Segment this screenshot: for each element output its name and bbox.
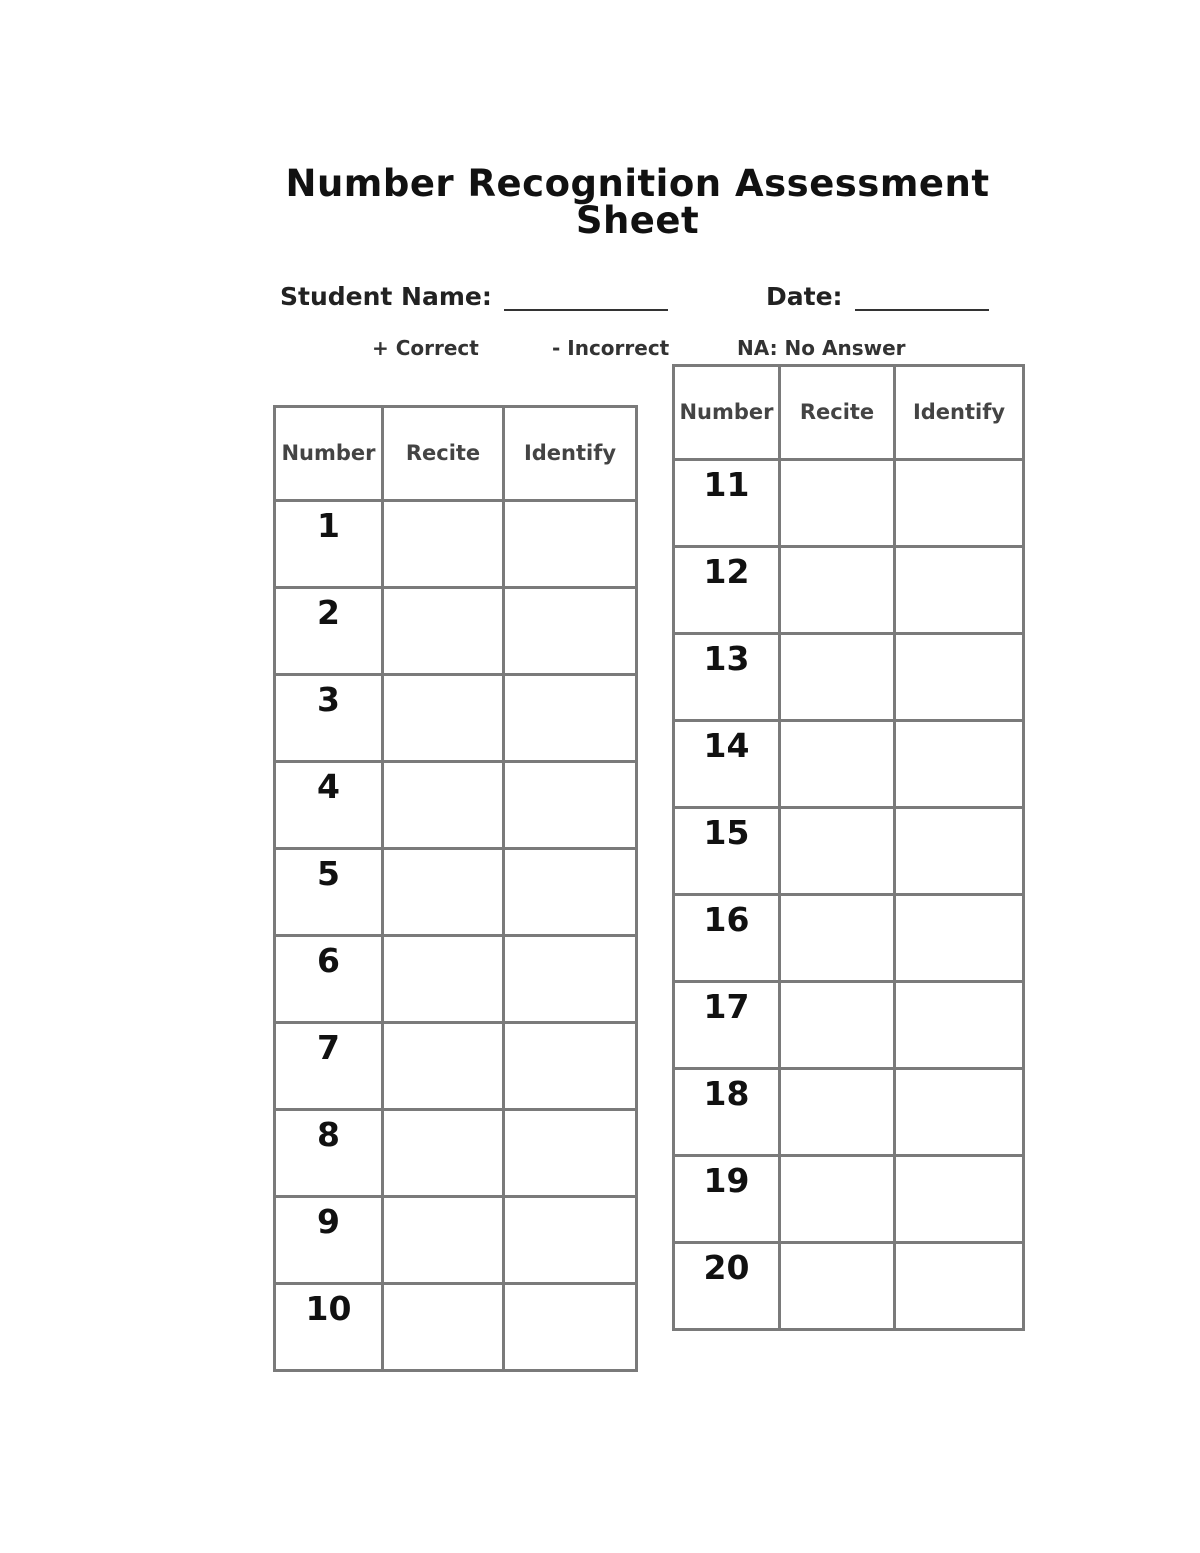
recite-cell[interactable] [383, 1197, 504, 1284]
legend-correct: + Correct [372, 336, 479, 360]
recite-cell[interactable] [780, 808, 895, 895]
recite-cell[interactable] [780, 460, 895, 547]
table-row [275, 936, 637, 1023]
recite-cell[interactable] [383, 1110, 504, 1197]
recite-cell[interactable] [780, 547, 895, 634]
identify-cell[interactable] [895, 1156, 1024, 1243]
table-row [674, 721, 1024, 808]
table-row [275, 1110, 637, 1197]
recite-cell[interactable] [383, 675, 504, 762]
table-row [674, 808, 1024, 895]
number-cell: 9 [275, 1197, 383, 1284]
header-recite: Recite [383, 407, 504, 501]
legend-no-answer: NA: No Answer [737, 336, 906, 360]
identify-cell[interactable] [504, 1284, 637, 1371]
table-header-row [674, 366, 1024, 460]
recite-cell[interactable] [780, 982, 895, 1069]
number-cell: 1 [275, 501, 383, 588]
recite-cell[interactable] [780, 1156, 895, 1243]
table-row [275, 849, 637, 936]
recite-cell[interactable] [383, 1284, 504, 1371]
number-cell: 3 [275, 675, 383, 762]
date-field [766, 282, 989, 311]
number-cell: 18 [674, 1069, 780, 1156]
number-cell: 10 [275, 1284, 383, 1371]
student-name-blank[interactable] [504, 283, 668, 311]
identify-cell[interactable] [895, 1069, 1024, 1156]
date-blank[interactable] [855, 283, 989, 311]
identify-cell[interactable] [504, 936, 637, 1023]
identify-cell[interactable] [504, 1110, 637, 1197]
number-cell: 19 [674, 1156, 780, 1243]
identify-cell[interactable] [895, 895, 1024, 982]
identify-cell[interactable] [895, 982, 1024, 1069]
number-cell: 8 [275, 1110, 383, 1197]
number-cell: 2 [275, 588, 383, 675]
legend-incorrect: - Incorrect [552, 336, 670, 360]
identify-cell[interactable] [504, 588, 637, 675]
recite-cell[interactable] [383, 849, 504, 936]
recite-cell[interactable] [383, 1023, 504, 1110]
identify-cell[interactable] [504, 762, 637, 849]
number-cell: 14 [674, 721, 780, 808]
identify-cell[interactable] [895, 547, 1024, 634]
page-title: Number Recognition Assessment Sheet [285, 162, 990, 242]
identify-cell[interactable] [895, 721, 1024, 808]
identify-cell[interactable] [504, 1023, 637, 1110]
table-row [674, 460, 1024, 547]
recite-cell[interactable] [780, 895, 895, 982]
number-cell: 6 [275, 936, 383, 1023]
number-cell: 16 [674, 895, 780, 982]
number-cell: 13 [674, 634, 780, 721]
recite-cell[interactable] [383, 936, 504, 1023]
identify-cell[interactable] [504, 675, 637, 762]
recite-cell[interactable] [383, 588, 504, 675]
student-name-label: Student Name: [280, 282, 492, 311]
table-row [674, 1069, 1024, 1156]
table-row [674, 634, 1024, 721]
number-cell: 17 [674, 982, 780, 1069]
number-cell: 20 [674, 1243, 780, 1330]
identify-cell[interactable] [504, 849, 637, 936]
identify-cell[interactable] [895, 1243, 1024, 1330]
table-row [275, 501, 637, 588]
table-row [275, 675, 637, 762]
number-cell: 15 [674, 808, 780, 895]
student-name-field [280, 282, 668, 311]
number-cell: 4 [275, 762, 383, 849]
table-row [674, 547, 1024, 634]
header-identify: Identify [895, 366, 1024, 460]
header-recite: Recite [780, 366, 895, 460]
number-cell: 5 [275, 849, 383, 936]
date-label: Date: [766, 282, 843, 311]
number-cell: 11 [674, 460, 780, 547]
identify-cell[interactable] [504, 501, 637, 588]
recite-cell[interactable] [780, 1243, 895, 1330]
recite-cell[interactable] [780, 634, 895, 721]
identify-cell[interactable] [895, 808, 1024, 895]
header-number: Number [674, 366, 780, 460]
number-cell: 7 [275, 1023, 383, 1110]
table-header-row [275, 407, 637, 501]
table-row [275, 762, 637, 849]
recite-cell[interactable] [383, 762, 504, 849]
identify-cell[interactable] [895, 460, 1024, 547]
identify-cell[interactable] [895, 634, 1024, 721]
assessment-table-11-20 [672, 364, 1025, 1331]
table-row [275, 588, 637, 675]
table-row [674, 1243, 1024, 1330]
identify-cell[interactable] [504, 1197, 637, 1284]
table-row [275, 1284, 637, 1371]
table-row [275, 1197, 637, 1284]
recite-cell[interactable] [780, 1069, 895, 1156]
table-row [674, 1156, 1024, 1243]
table-row [674, 982, 1024, 1069]
assessment-table-1-10 [273, 405, 638, 1372]
recite-cell[interactable] [780, 721, 895, 808]
table-row [674, 895, 1024, 982]
header-identify: Identify [504, 407, 637, 501]
table-row [275, 1023, 637, 1110]
number-cell: 12 [674, 547, 780, 634]
header-number: Number [275, 407, 383, 501]
recite-cell[interactable] [383, 501, 504, 588]
